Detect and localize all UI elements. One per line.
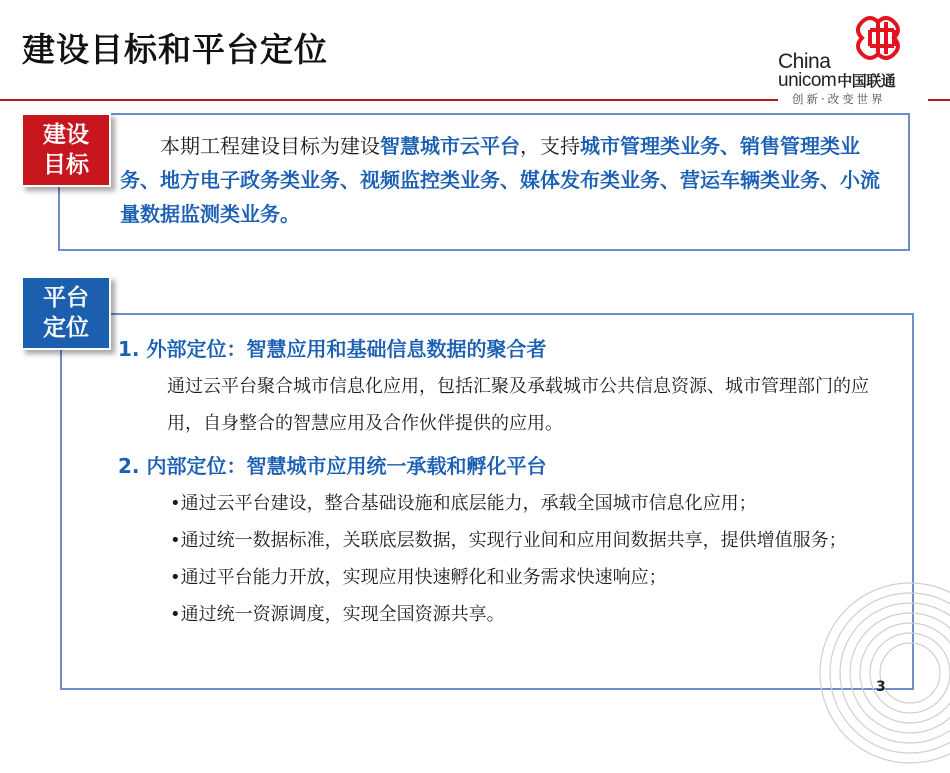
external-positioning-text: 通过云平台聚合城市信息化应用，包括汇聚及承载城市公共信息资源、城市管理部门的应用，自身整合的智慧应用及合作伙伴提供的应用。 bbox=[167, 376, 869, 434]
list-item: •通过云平台建设，整合基础设施和底层能力，承载全国城市信息化应用； bbox=[170, 493, 757, 514]
china-unicom-logo-icon bbox=[842, 12, 920, 62]
slide-title: 建设目标和平台定位 bbox=[22, 30, 328, 69]
brand-unicom-cn: 中国联通 bbox=[837, 73, 896, 90]
goal-tag-line2: 目标 bbox=[43, 152, 89, 178]
brand-unicom-text bbox=[778, 70, 895, 92]
positioning-tag-line2: 定位 bbox=[43, 315, 89, 341]
external-positioning-heading: 1. 外部定位：智慧应用和基础信息数据的聚合者 bbox=[118, 337, 547, 361]
positioning-tag-line1: 平台 bbox=[43, 285, 89, 311]
brand-slogan: 创新·改变世界 bbox=[792, 92, 886, 106]
decorative-rings-icon bbox=[810, 573, 950, 773]
goal-text-part: ，支持 bbox=[520, 134, 580, 158]
goal-text-part: 本期工程建设目标为建设 bbox=[160, 134, 380, 158]
brand-china-text: China bbox=[778, 50, 831, 73]
brand-unicom-word: unicom bbox=[778, 70, 837, 91]
page-number: 3 bbox=[876, 679, 886, 695]
list-item: •通过统一数据标准，关联底层数据，实现行业间和应用间数据共享，提供增值服务； bbox=[170, 530, 847, 551]
positioning-tag bbox=[21, 276, 111, 350]
list-item: •通过平台能力开放，实现应用快速孵化和业务需求快速响应； bbox=[170, 567, 667, 588]
internal-positioning-list bbox=[170, 485, 895, 633]
goal-text-highlight: 城市管理类业务、销售管理类业务、地方电子政务类业务、视频监控类业务、媒体发布类业务、营运车辆类业务、小流量数据监测类业务。 bbox=[120, 134, 880, 226]
goal-tag bbox=[21, 113, 111, 187]
goal-text bbox=[120, 129, 895, 231]
internal-positioning-heading: 2. 内部定位：智慧城市应用统一承载和孵化平台 bbox=[118, 454, 547, 478]
goal-text-highlight: 智慧城市云平台 bbox=[380, 134, 520, 158]
goal-tag-line1: 建设 bbox=[43, 122, 89, 148]
list-item: •通过统一资源调度，实现全国资源共享。 bbox=[170, 604, 505, 625]
